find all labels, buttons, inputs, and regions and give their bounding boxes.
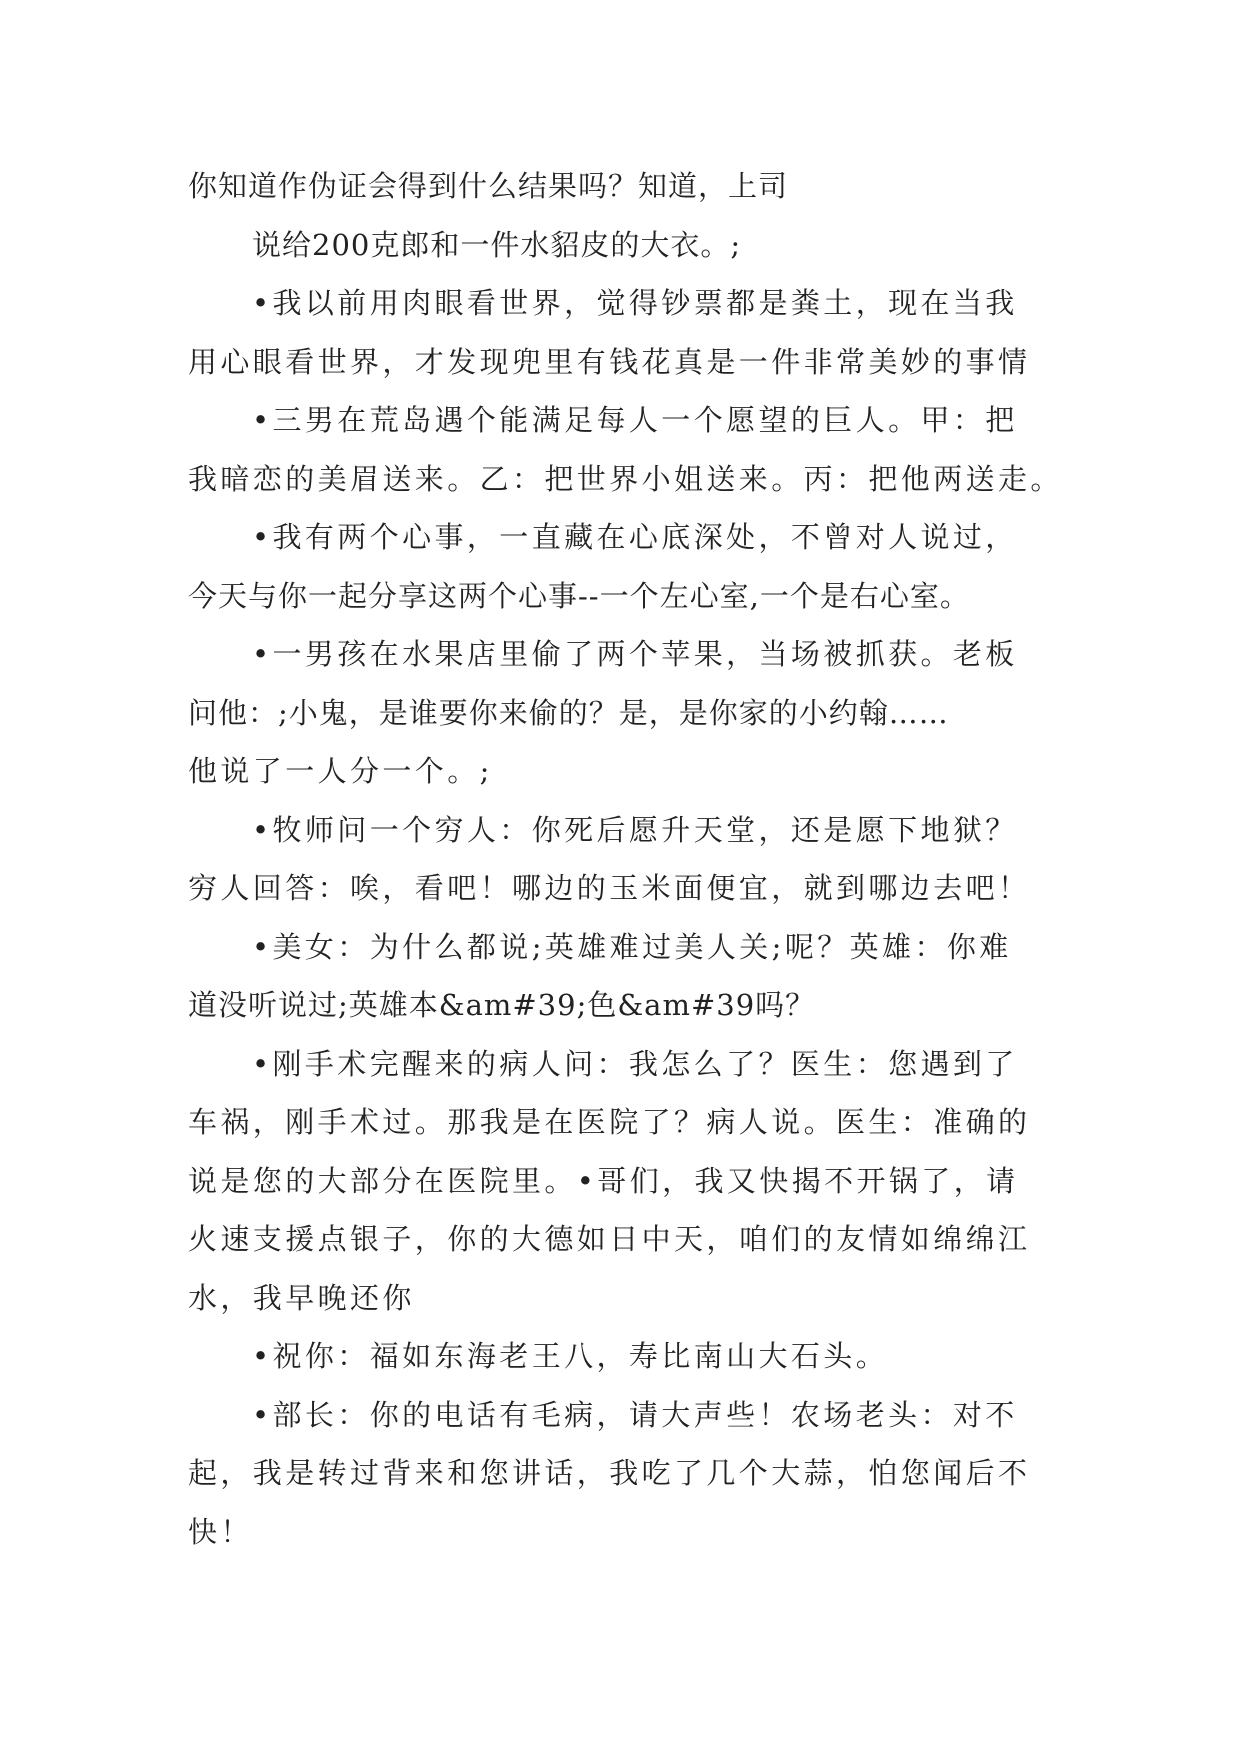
joke-paragraph-start: •祝你：福如东海老王八，寿比南山大石头。: [252, 1339, 889, 1373]
joke-paragraph-start: •三男在荒岛遇个能满足每人一个愿望的巨人。甲：把: [252, 403, 1018, 437]
joke-paragraph-start: •我有两个心事，一直藏在心底深处，不曾对人说过，: [252, 520, 1018, 554]
text-line: 你知道作伪证会得到什么结果吗？知道，上司: [188, 169, 789, 203]
text-line: 起，我是转过背来和您讲话，我吃了几个大蒜，怕您闻后不: [188, 1456, 1031, 1490]
text-line: 问他：;小鬼，是谁要你来偷的？是，是你家的小约翰……: [188, 695, 949, 730]
text-line: 说给200克郎和一件水貂皮的大衣。;: [252, 227, 742, 262]
joke-paragraph-start: •部长：你的电话有毛病，请大声些！农场老头：对不: [252, 1397, 1018, 1432]
text-line: 他说了一人分一个。;: [188, 754, 493, 788]
joke-paragraph-start: •美女：为什么都说;英雄难过美人关;呢？英雄：你难: [252, 929, 1012, 964]
text-line: 我暗恋的美眉送来。乙：把世界小姐送来。丙：把他两送走。: [188, 461, 1063, 496]
text-line: 火速支援点银子，你的大德如日中天，咱们的友情如绵绵江: [188, 1222, 1031, 1256]
text-line: 水，我早晚还你: [188, 1280, 415, 1315]
text-line: 道没听说过;英雄本&am#39;色&am#39吗？: [188, 988, 816, 1022]
joke-paragraph-start: •一男孩在水果店里偷了两个苹果，当场被抓获。老板: [252, 637, 1018, 671]
text-line: 用心眼看世界，才发现兜里有钱花真是一件非常美妙的事情: [188, 344, 1031, 379]
joke-paragraph-start: •我以前用肉眼看世界，觉得钞票都是粪土，现在当我: [252, 286, 1018, 320]
body-text: [188, 157, 1063, 1561]
text-line: 说是您的大部分在医院里。•哥们，我又快揭不开锅了，请: [188, 1163, 1019, 1198]
text-line: 穷人回答：唉，看吧！哪边的玉米面便宜，就到哪边去吧！: [188, 871, 1031, 905]
text-line: 快！: [188, 1514, 253, 1549]
text-line: 车祸，刚手术过。那我是在医院了？病人说。医生：准确的: [188, 1105, 1031, 1139]
joke-paragraph-start: •牧师问一个穷人：你死后愿升天堂，还是愿下地狱？: [252, 812, 1018, 847]
joke-paragraph-start: •刚手术完醒来的病人问：我怎么了？医生：您遇到了: [252, 1046, 1018, 1081]
text-line: 今天与你一起分享这两个心事--一个左心室,一个是右心室。: [188, 578, 970, 613]
